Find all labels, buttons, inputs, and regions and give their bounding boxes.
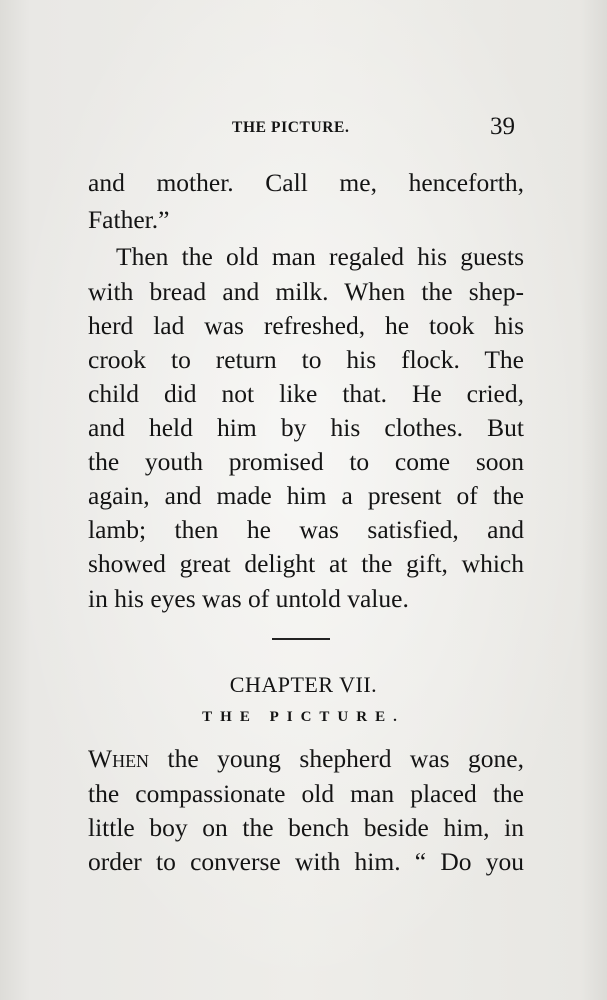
text-line: with bread and milk. When the shep- [88, 277, 524, 306]
text-line: little boy on the bench beside him, in [88, 813, 524, 842]
text-line: in his eyes was of untold value. [88, 584, 409, 613]
text-line: and held him by his clothes. But [88, 413, 524, 442]
text-line: the youth promised to come soon [88, 447, 524, 476]
section-divider [272, 638, 330, 640]
running-title: THE PICTURE. [232, 119, 350, 136]
drop-word: When [88, 744, 150, 773]
text-line: order to converse with him. “ Do you [88, 847, 524, 876]
chapter-subtitle: THE PICTURE. [202, 709, 405, 725]
text-run: the young shepherd was gone, [149, 744, 524, 773]
text-line: Then the old man regaled his guests [116, 242, 524, 271]
text-line: showed great delight at the gift, which [88, 549, 524, 578]
text-line: Father.” [88, 205, 170, 234]
text-line: crook to return to his flock. The [88, 345, 524, 374]
text-line: again, and made him a present of the [88, 481, 524, 510]
text-line: the compassionate old man placed the [88, 779, 524, 808]
text-line [88, 744, 524, 774]
text-line: lamb; then he was satisfied, and [88, 515, 524, 544]
page-number: 39 [490, 113, 515, 140]
text-line: child did not like that. He cried, [88, 379, 524, 408]
text-line: and mother. Call me, henceforth, [88, 168, 524, 197]
text-line: herd lad was refreshed, he took his [88, 311, 524, 340]
chapter-heading: CHAPTER VII. [229, 672, 378, 697]
